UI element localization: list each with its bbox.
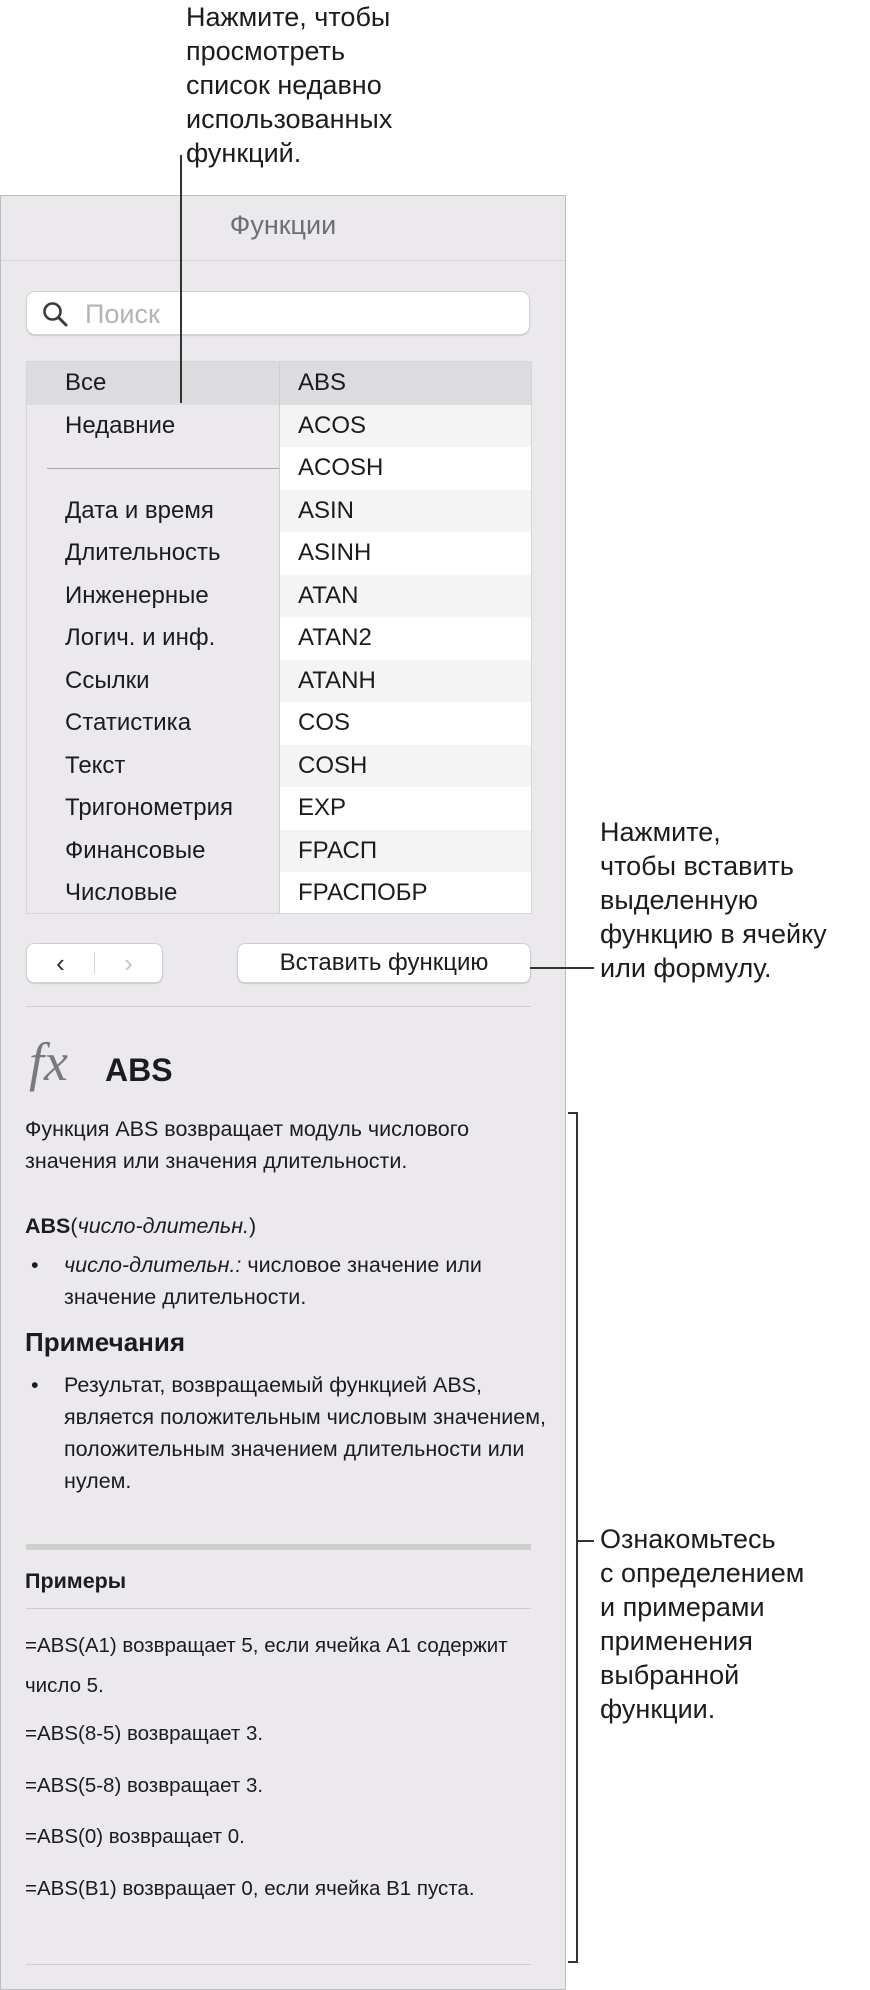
example-3: =ABS(5-8) возвращает 3. xyxy=(25,1774,264,1797)
bottom-divider xyxy=(26,1964,531,1965)
argument-desc: числовое значение или значение длительности. xyxy=(64,1253,482,1309)
function-browser xyxy=(26,361,532,914)
syntax-name: ABS xyxy=(25,1214,71,1238)
search-input[interactable] xyxy=(83,296,517,332)
bullet: • xyxy=(31,1253,39,1277)
bullet: • xyxy=(31,1373,39,1397)
function-description: Функция ABS возвращает модуль числового значения или значения длительности. xyxy=(25,1117,470,1173)
category-item[interactable]: Инженерные xyxy=(65,581,209,609)
category-item[interactable]: Статистика xyxy=(65,709,192,736)
leader-insert xyxy=(530,967,594,969)
function-item[interactable]: ABS xyxy=(280,362,532,405)
category-item[interactable]: Числовые xyxy=(65,879,178,906)
syntax-arg: число-длительн. xyxy=(77,1214,250,1238)
function-item[interactable]: ATAN2 xyxy=(280,617,532,660)
category-item[interactable]: Недавние xyxy=(65,411,176,439)
function-item[interactable]: ASIN xyxy=(280,490,532,533)
category-item[interactable]: Логич. и инф. xyxy=(65,624,216,651)
search-field[interactable] xyxy=(26,291,530,335)
note-text: Результат, возвращаемый функцией ABS, является положительным числовым значением, положительным значением длительности или нулем. xyxy=(64,1373,546,1493)
callout-recent-functions: Нажмите, чтобы просмотреть список недавно использованных функций. xyxy=(186,2,393,168)
examples-divider xyxy=(26,1544,531,1550)
function-syntax xyxy=(25,1210,256,1242)
functions-panel xyxy=(0,195,566,1990)
insert-function-button[interactable]: Вставить функцию xyxy=(237,943,531,983)
argument-text xyxy=(64,1249,549,1313)
back-button[interactable]: ‹ xyxy=(56,947,65,978)
syntax-close: ) xyxy=(249,1214,257,1238)
category-list xyxy=(27,362,280,913)
callout-insert-function: Нажмите, чтобы вставить выделенную функцию в ячейку или формулу. xyxy=(600,817,827,983)
function-item[interactable]: COS xyxy=(280,702,532,745)
category-item[interactable]: Текст xyxy=(65,751,126,779)
category-item[interactable]: Длительность xyxy=(65,539,221,566)
function-item[interactable]: ASINH xyxy=(280,532,532,575)
category-separator xyxy=(27,447,279,490)
function-item[interactable]: ACOS xyxy=(280,405,532,448)
function-item[interactable]: ACOSH xyxy=(280,447,532,490)
function-name: ABS xyxy=(105,1052,173,1088)
leader-definition-bottom xyxy=(568,1961,578,1963)
argument-name: число-длительн.: xyxy=(64,1253,242,1277)
leader-definition-bracket xyxy=(576,1112,578,1963)
function-item[interactable]: FРАСПОБР xyxy=(280,872,532,914)
detail-divider xyxy=(26,1006,531,1007)
category-item[interactable]: Все xyxy=(27,362,279,405)
search-icon xyxy=(41,300,69,328)
leader-recent xyxy=(180,155,182,403)
function-list xyxy=(280,362,532,913)
fx-icon: fx xyxy=(29,1032,68,1092)
example-4: =ABS(0) возвращает 0. xyxy=(25,1825,245,1848)
examples-heading: Примеры xyxy=(25,1569,127,1593)
panel-title: Функции xyxy=(229,210,337,240)
function-item[interactable]: ATANH xyxy=(280,660,532,703)
notes-heading: Примечания xyxy=(25,1327,186,1357)
function-item[interactable]: FРАСП xyxy=(280,830,532,873)
function-item[interactable]: EXP xyxy=(280,787,532,830)
syntax-open: ( xyxy=(70,1214,78,1238)
history-nav xyxy=(26,943,163,983)
example-5: =ABS(B1) возвращает 0, если ячейка B1 пуста. xyxy=(25,1877,475,1900)
example-1: =ABS(A1) возвращает 5, если ячейка A1 содержит число 5. xyxy=(25,1634,508,1697)
category-item[interactable]: Дата и время xyxy=(65,496,214,524)
function-item[interactable]: ATAN xyxy=(280,575,532,618)
leader-definition-top xyxy=(568,1112,578,1114)
category-item[interactable]: Ссылки xyxy=(65,666,150,694)
title-divider xyxy=(1,260,565,261)
examples-heading-divider xyxy=(26,1608,531,1609)
leader-definition-tick xyxy=(578,1540,594,1542)
category-item[interactable]: Финансовые xyxy=(65,836,206,864)
category-item[interactable]: Тригонометрия xyxy=(65,794,234,821)
example-2: =ABS(8-5) возвращает 3. xyxy=(25,1722,264,1745)
forward-button[interactable]: › xyxy=(124,947,133,978)
function-item[interactable]: COSH xyxy=(280,745,532,788)
callout-definition: Ознакомьтесь с определением и примерами применения выбранной функции. xyxy=(600,1524,805,1724)
